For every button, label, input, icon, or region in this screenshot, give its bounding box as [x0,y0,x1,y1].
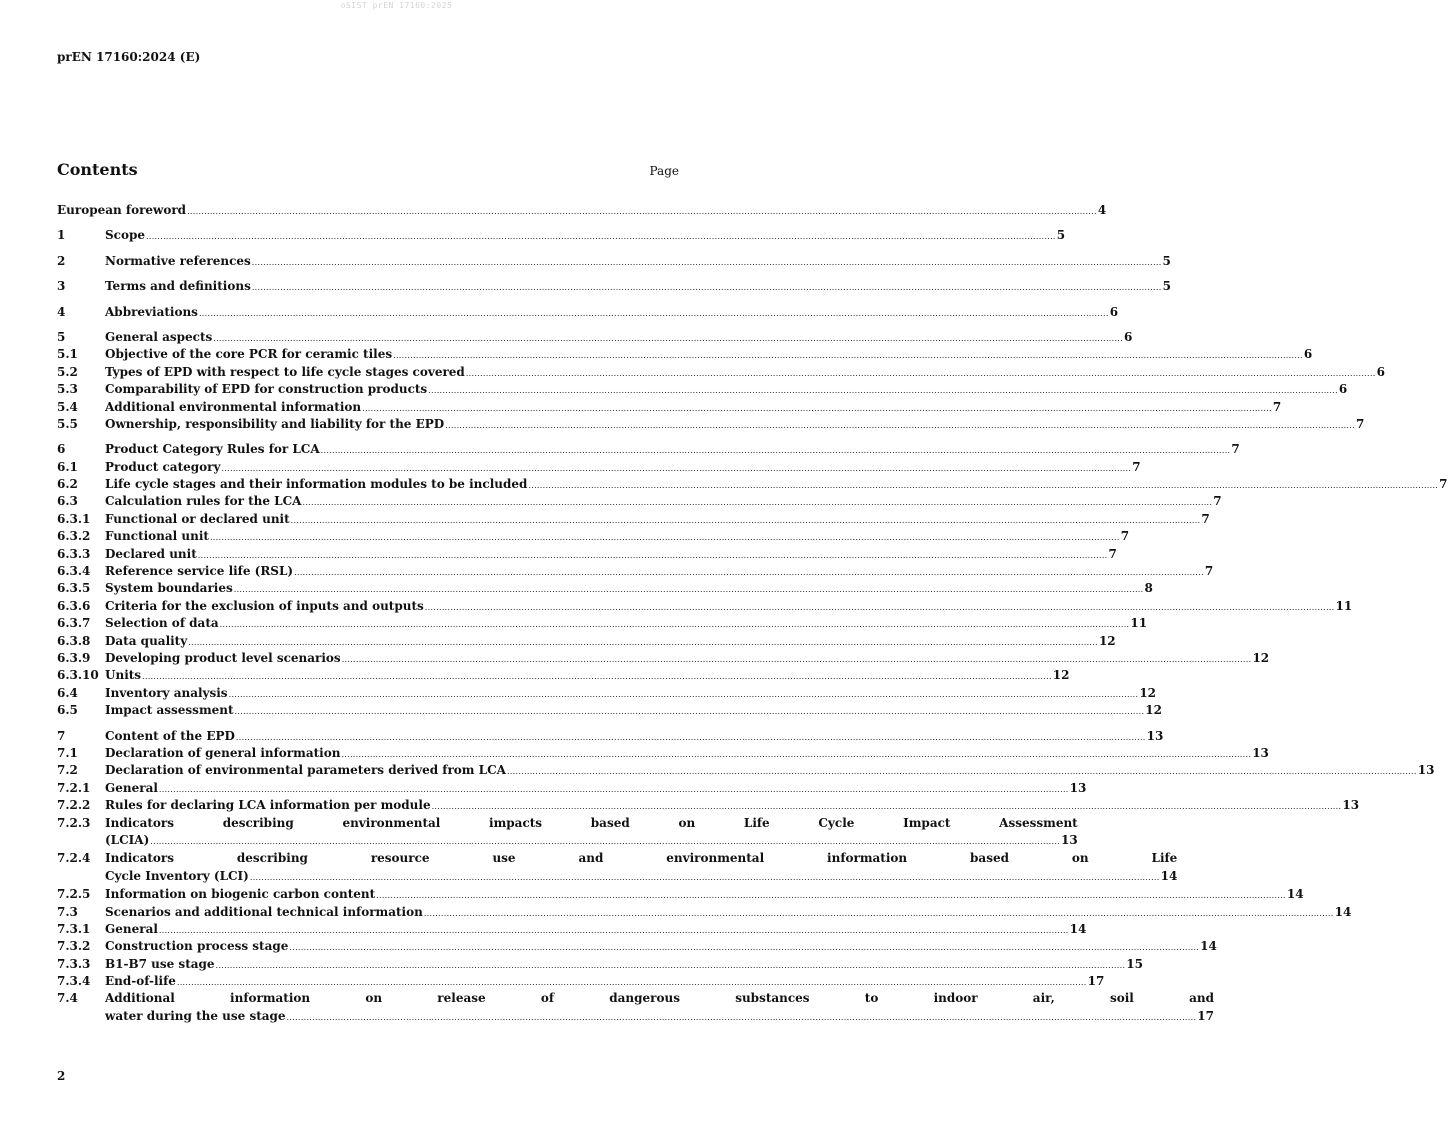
toc-entry[interactable] [57,546,1117,563]
toc-entry-page: 13 [1342,798,1360,813]
document-id: prEN 17160:2024 (E) [57,50,201,64]
toc-entry[interactable] [57,956,1143,973]
leader-dots [466,365,1376,382]
toc-entry-number: 7.2.5 [57,887,91,902]
toc-entry-number: 4 [57,304,66,319]
toc-entry-title: Information on biogenic carbon content [105,887,376,902]
toc-entry-page: 6 [1376,364,1385,379]
toc-entry-page: 7 [1132,459,1141,474]
toc-entry-title: Declaration of environmental parameters derived from LCA [105,763,506,778]
toc-entry-title: Impact assessment [105,703,234,718]
leader-dots [234,581,1144,598]
toc-entry-title: Criteria for the exclusion of inputs and outputs [105,598,424,613]
toc-entry-title: Objective of the core PCR for ceramic tiles [105,347,393,362]
toc-entry-title: Content of the EPD [105,728,235,743]
toc-entry[interactable] [57,493,1222,510]
toc-entry[interactable] [57,702,1162,719]
leader-dots [321,442,1231,459]
toc-entry-number: 7.1 [57,745,78,760]
leader-dots [198,547,1108,564]
toc-entry-title: End-of-life [105,974,176,989]
toc-entry-title: Life cycle stages and their information modules to be included [105,477,528,492]
leader-dots [341,746,1251,763]
toc-entry-number: 5 [57,329,66,344]
toc-entry-page: 5 [1162,253,1171,268]
toc-entry[interactable] [57,304,1119,321]
toc-entry-number: 5.4 [57,399,78,414]
leader-dots [294,564,1204,581]
toc-entry-number: 6.3.1 [57,511,91,526]
toc-entry-number: 3 [57,279,66,294]
toc-entry[interactable] [57,476,1448,493]
toc-entry-page: 13 [1146,728,1164,743]
toc-entry[interactable] [57,202,1107,219]
leader-dots [188,634,1098,651]
toc-entry[interactable] [57,381,1348,398]
toc-entry-page: 12 [1139,685,1157,700]
leader-dots [376,887,1286,904]
toc-entry-page: 13 [1061,832,1078,847]
toc-entry-number: 5.5 [57,416,78,431]
toc-entry-number: 7.2.1 [57,780,91,795]
toc-entry-number: 7.2.3 [57,815,91,830]
toc-entry[interactable] [57,528,1130,545]
toc-entry-title: Indicators describing environmental impacts based on Life Cycle Impact Assessment [105,815,1078,830]
toc-entry-page: 12 [1052,668,1070,683]
leader-dots [250,869,1160,886]
toc-entry-title: Calculation rules for the LCA [105,494,302,509]
leader-dots [159,781,1069,798]
toc-entry-number: 7.3 [57,904,78,919]
leader-dots [342,651,1252,668]
toc-entry-page: 8 [1144,581,1153,596]
toc-entry[interactable] [57,780,1087,797]
leader-dots [424,905,1334,922]
toc-entry-number: 6.3.6 [57,598,91,613]
toc-entry-number: 7.2 [57,763,78,778]
toc-entry-page: 14 [1286,887,1304,902]
toc-entry-page: 6 [1124,329,1133,344]
toc-entry[interactable] [57,938,1217,955]
toc-entry[interactable] [57,364,1385,381]
toc-entry-page: 17 [1197,1008,1214,1023]
toc-entry-title: General [105,921,158,936]
toc-entry[interactable] [57,667,1070,684]
leader-dots [287,1009,1197,1026]
toc-entry[interactable] [57,633,1116,650]
leader-dots [229,686,1139,703]
leader-dots [187,203,1097,220]
toc-entry-number: 7.3.1 [57,921,91,936]
toc-entry-number: 6.1 [57,459,78,474]
toc-entry[interactable] [57,650,1270,667]
toc-entry-number: 6.3.3 [57,546,91,561]
toc-entry[interactable] [57,227,1066,244]
toc-entry-number: 7.3.3 [57,956,91,971]
toc-entry[interactable] [57,990,1214,1026]
toc-entry[interactable] [57,416,1365,433]
toc-entry[interactable] [57,728,1164,745]
toc-entry-page: 7 [1231,442,1240,457]
toc-entry-number: 6.4 [57,685,78,700]
toc-entry-title: B1-B7 use stage [105,956,215,971]
toc-entry-page: 17 [1087,974,1105,989]
toc-entry-number: 2 [57,253,66,268]
toc-entry-title: Developing product level scenarios [105,650,341,665]
toc-entry[interactable] [57,886,1304,903]
toc-entry-number: 6.3.9 [57,650,91,665]
leader-dots [199,305,1109,322]
leader-dots [221,460,1131,477]
toc-entry[interactable] [57,850,1178,886]
toc-entry-title: Declared unit [105,546,197,561]
leader-dots [213,330,1123,347]
toc-entry-title: Scenarios and additional technical information [105,904,423,919]
leader-dots [362,400,1272,417]
toc-entry-page: 7 [1204,564,1214,579]
toc-entry[interactable] [57,346,1313,363]
toc-entry-number: 7.2.2 [57,798,91,813]
leader-dots [528,477,1438,494]
toc-entry[interactable] [57,563,1214,580]
toc-entry-number: 7.3.2 [57,939,91,954]
leader-dots [177,974,1087,991]
toc-entry-number: 6.3.4 [57,564,91,579]
leader-dots [159,922,1069,939]
toc-entry-title: Comparability of EPD for construction products [105,382,428,397]
toc-entry-title: European foreword [57,203,187,217]
toc-entry-title-cont: (LCIA) [105,832,150,847]
toc-entry-page: 14 [1334,904,1352,919]
leader-dots [252,279,1162,296]
toc-entry-title: Functional unit [105,529,209,544]
toc-entry[interactable] [57,815,1078,851]
toc-entry-title: Abbreviations [105,304,198,319]
toc-entry-number: 6.3.7 [57,616,91,631]
toc-entry[interactable] [57,685,1157,702]
toc-entry-page: 5 [1162,279,1171,294]
toc-entry-page: 4 [1097,203,1107,217]
toc-entry-title-cont: water during the use stage [105,1008,286,1023]
toc-entry[interactable] [57,399,1282,416]
toc-entry-number: 5.2 [57,364,78,379]
toc-entry[interactable] [57,797,1360,814]
toc-entry-page: 12 [1145,703,1162,718]
toc-entry[interactable] [57,329,1133,346]
toc-entry-title-cont: Cycle Inventory (LCI) [105,868,249,883]
toc-entry-title: Ownership, responsibility and liability for the EPD [105,416,445,431]
leader-dots [236,729,1146,746]
toc-entry[interactable] [57,615,1148,632]
leader-dots [235,703,1145,720]
toc-entry[interactable] [57,904,1352,921]
toc-entry[interactable] [57,459,1141,476]
leader-dots [291,512,1201,529]
toc-entry-page: 7 [1201,511,1210,526]
toc-entry-page: 13 [1417,763,1435,778]
toc-entry-page: 7 [1355,416,1365,431]
toc-entry-page: 14 [1200,939,1217,954]
toc-entry-page: 7 [1272,399,1282,414]
leader-dots [445,417,1355,434]
toc-entry[interactable] [57,598,1353,615]
toc-entry-number: 6.3.8 [57,633,91,648]
toc-entry-page: 14 [1160,868,1178,883]
toc-entry-number: 7 [57,728,66,743]
toc-entry-number: 6 [57,442,66,457]
toc-entry-title: Rules for declaring LCA information per module [105,798,431,813]
toc-entry-page: 11 [1130,616,1148,631]
toc-entry-number: 7.3.4 [57,974,91,989]
toc-entry-number: 6.2 [57,477,78,492]
toc-entry-page: 7 [1213,494,1222,509]
leader-dots [289,939,1199,956]
toc-entry-page: 12 [1098,633,1116,648]
leader-dots [432,798,1342,815]
toc-entry[interactable] [57,745,1269,762]
toc-entry-title: Product Category Rules for LCA [105,442,320,457]
toc-entry-title: Units [105,668,142,683]
toc-entry-number: 6.3.2 [57,529,91,544]
table-of-contents [57,202,1448,1026]
toc-entry[interactable] [57,921,1087,938]
leader-dots [302,494,1212,511]
page-number: 2 [57,1069,66,1083]
toc-entry-number: 7.4 [57,991,78,1006]
toc-entry-page: 15 [1126,956,1143,971]
leader-dots [216,957,1126,974]
toc-entry-number: 6.3.5 [57,581,91,596]
toc-entry-number: 6.3 [57,494,78,509]
toc-entry-page: 6 [1338,382,1348,397]
toc-entry-title: Indicators describing resource use and environmental information based on Life [105,851,1178,866]
toc-entry-title: Functional or declared unit [105,511,290,526]
toc-entry-number: 5.3 [57,382,78,397]
leader-dots [428,382,1338,399]
toc-entry-title: Types of EPD with respect to life cycle stages covered [105,364,465,379]
toc-entry-page: 11 [1335,598,1353,613]
toc-entry-title: Inventory analysis [105,685,228,700]
leader-dots [210,529,1120,546]
toc-entry-title: Construction process stage [105,939,289,954]
leader-dots [507,763,1417,780]
toc-entry-title: General aspects [105,329,213,344]
toc-entry-number: 5.1 [57,347,78,362]
toc-entry-title: Data quality [105,633,188,648]
toc-entry-title: Declaration of general information [105,745,341,760]
toc-entry-title: Reference service life (RSL) [105,564,294,579]
toc-entry[interactable] [57,253,1171,270]
toc-entry-page: 6 [1303,347,1313,362]
toc-entry-page: 13 [1069,780,1087,795]
toc-entry-page: 13 [1252,745,1269,760]
leader-dots [146,228,1056,245]
toc-entry-page: 6 [1109,304,1119,319]
page-column-label: Page [649,164,679,178]
toc-entry[interactable] [57,441,1240,458]
toc-entry-title: Terms and definitions [105,279,251,294]
toc-entry-title: Product category [105,459,221,474]
leader-dots [142,668,1052,685]
toc-entry[interactable] [57,973,1105,990]
leader-dots [252,254,1162,271]
contents-heading: Contents [57,160,138,179]
toc-entry-page: 12 [1252,650,1270,665]
leader-dots [220,616,1130,633]
toc-entry-page: 7 [1120,529,1130,544]
toc-entry-page: 5 [1056,228,1066,243]
leader-dots [150,833,1060,850]
toc-entry-page: 7 [1439,477,1448,492]
toc-entry-number: 1 [57,228,66,243]
leader-dots [393,347,1303,364]
toc-entry-title: Additional information on release of dangerous substances to indoor air, soil and [105,991,1214,1006]
watermark: oSIST prEN 17160:2025 [340,1,453,10]
toc-entry[interactable] [57,762,1435,779]
toc-entry-number: 6.3.10 [57,668,99,683]
toc-entry-title: System boundaries [105,581,233,596]
leader-dots [425,599,1335,616]
toc-entry-title: Selection of data [105,616,219,631]
toc-entry-page: 7 [1108,546,1117,561]
toc-entry[interactable] [57,511,1210,528]
toc-entry[interactable] [57,580,1153,597]
toc-entry-title: Additional environmental information [105,399,362,414]
toc-entry-title: Scope [105,228,146,243]
toc-entry-number: 6.5 [57,703,78,718]
toc-entry-page: 14 [1069,921,1087,936]
toc-entry-title: General [105,780,158,795]
toc-entry-number: 7.2.4 [57,851,91,866]
toc-entry-title: Normative references [105,253,251,268]
toc-entry[interactable] [57,278,1171,295]
